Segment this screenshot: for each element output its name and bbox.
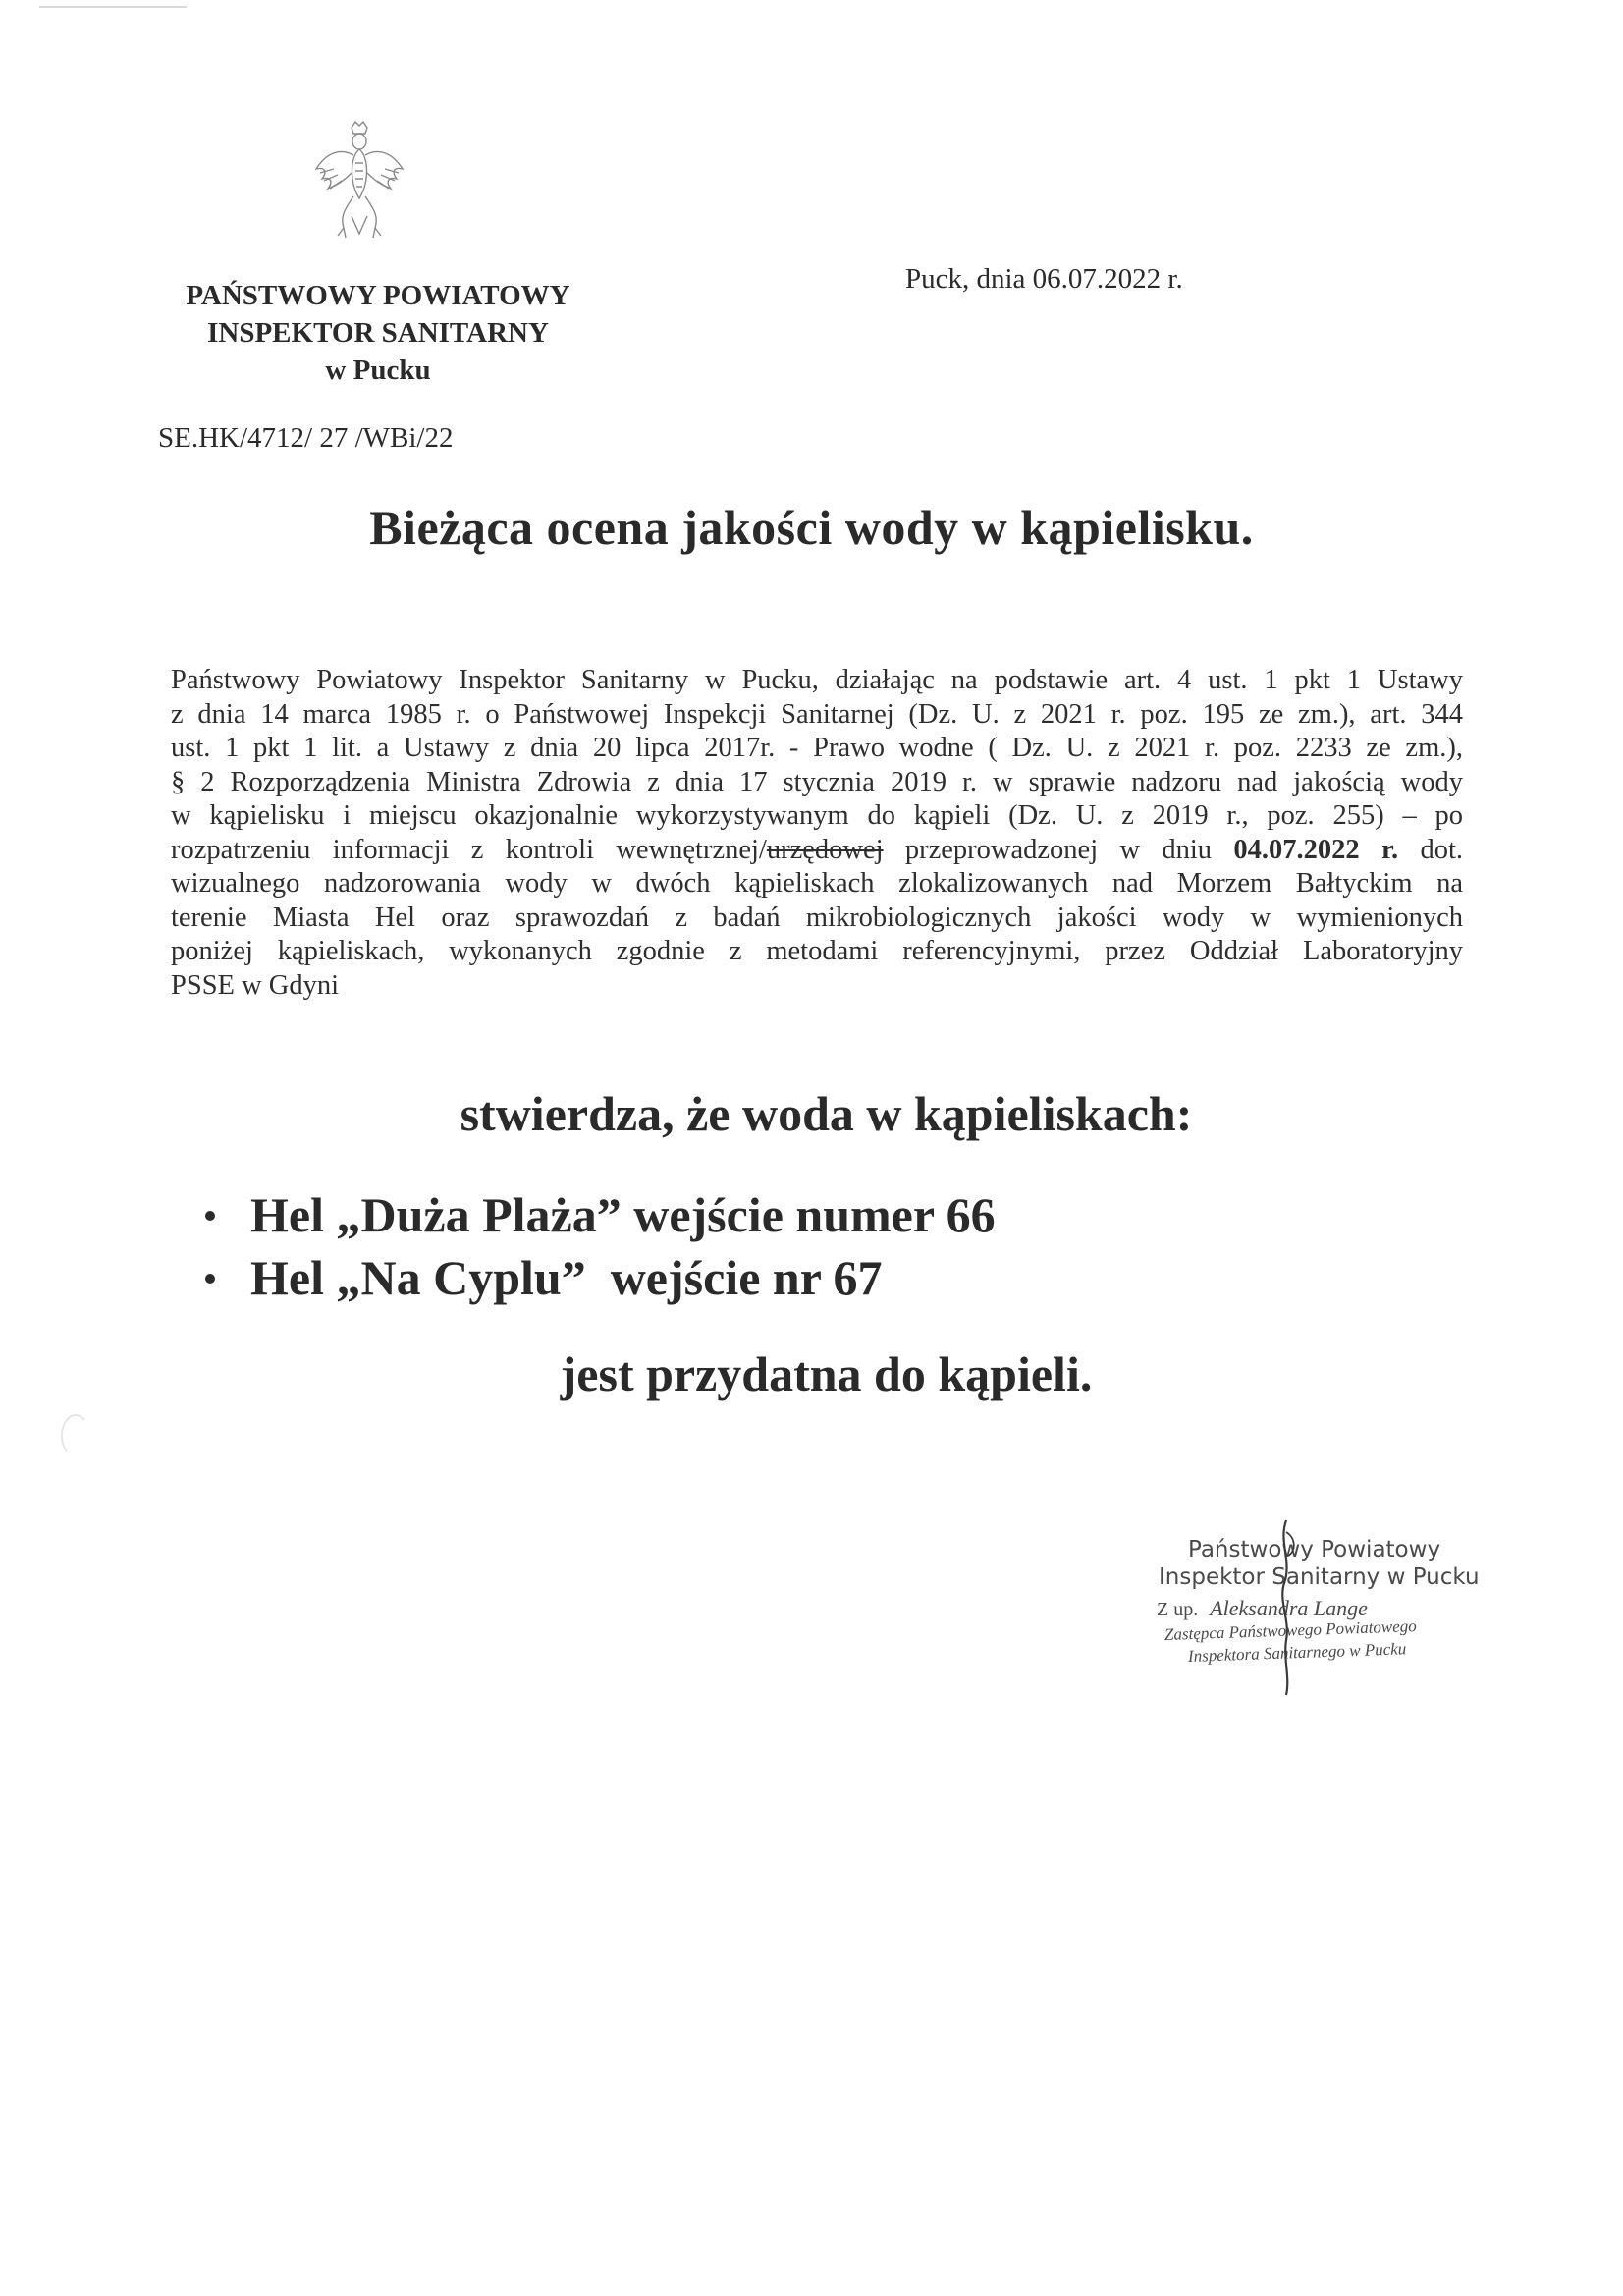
official-stamp <box>1139 1537 1512 1684</box>
body-text-fragment: przeprowadzonej w dniu <box>883 834 1234 865</box>
body-paragraph <box>171 664 1463 1003</box>
stamp-line-1: Państwowy Powiatowy <box>1188 1537 1441 1562</box>
authority-line-1: PAŃSTWOWY POWIATOWY <box>186 280 570 311</box>
reference-number: SE.HK/4712/ 27 /WBi/22 <box>158 422 454 454</box>
body-text-fragment: rozpatrzeniu informacji z kontroli wewnętrznej/ <box>171 834 767 865</box>
conclusion-heading: jest przydatna do kąpieli. <box>560 1346 1093 1401</box>
handwritten-signature <box>1257 1512 1316 1699</box>
document-title: Bieżąca ocena jakości wody w kąpielisku. <box>369 500 1254 555</box>
issuing-authority <box>147 277 609 389</box>
authority-line-2: INSPEKTOR SANITARNY <box>207 317 549 349</box>
scan-artifact-line <box>39 6 187 8</box>
authority-line-3: w Pucku <box>325 355 431 386</box>
body-line: Państwowy Powiatowy Inspektor Sanitarny w Pucku, działając na podstawie art. 4 ust. 1 pkt 1 Ustawy <box>171 665 1463 695</box>
body-text-fragment: dot. <box>1398 834 1463 865</box>
body-line: PSSE w Gdyni <box>171 969 340 1001</box>
body-line: w kąpielisku i miejscu okazjonalnie wykorzystywanym do kąpieli (Dz. U. z 2019 r., poz. 255) – po <box>171 800 1463 831</box>
stamp-prefix: Z up. <box>1157 1599 1199 1620</box>
stamp-line-5: Inspektora Sanitarnego w Pucku <box>1187 1639 1407 1666</box>
beach-name: Hel „Na Cyplu” wejście nr 67 <box>250 1250 883 1305</box>
document-date: Puck, dnia 06.07.2022 r. <box>905 263 1183 295</box>
body-line: wizualnego nadzorowania wody w dwóch kąpieliskach zlokalizowanych nad Morzem Bałtyckim na <box>171 868 1463 899</box>
body-line: poniżej kąpieliskach, wykonanych zgodnie z metodami referencyjnymi, przez Oddział Laboratoryjny <box>171 936 1463 966</box>
verdict-heading: stwierdza, że woda w kąpieliskach: <box>460 1086 1193 1141</box>
body-line <box>171 834 1463 868</box>
struck-through-text: urzędowej <box>766 834 884 865</box>
body-line: ust. 1 pkt 1 lit. a Ustawy z dnia 20 lipca 2017r. - Prawo wodne ( Dz. U. z 2021 r. poz. 2233 ze zm.), <box>171 733 1463 763</box>
stamp-line-4: Zastępca Państwowego Powiatowego <box>1163 1616 1418 1644</box>
scan-artifact-mark <box>61 1414 90 1457</box>
stamp-line-2: Inspektor Sanitarny w Pucku <box>1159 1564 1480 1590</box>
bullet-icon <box>205 1211 215 1221</box>
stamp-signatory-name: Aleksandra Lange <box>1210 1596 1368 1620</box>
list-item <box>201 1183 996 1246</box>
list-item <box>201 1246 996 1309</box>
body-line: terenie Miasta Hel oraz sprawozdań z badań mikrobiologicznych jakości wody w wymienionych <box>171 902 1463 933</box>
beach-list <box>201 1183 996 1309</box>
beach-name: Hel „Duża Plaża” wejście numer 66 <box>250 1187 996 1242</box>
body-line: § 2 Rozporządzenia Ministra Zdrowia z dnia 17 stycznia 2019 r. w sprawie nadzoru nad jakością wody <box>171 766 1463 797</box>
inspection-date: 04.07.2022 r. <box>1233 834 1399 865</box>
eagle-emblem-icon <box>310 118 408 246</box>
bullet-icon <box>205 1274 215 1284</box>
body-line: z dnia 14 marca 1985 r. o Państwowej Inspekcji Sanitarnej (Dz. U. z 2021 r. poz. 195 ze zm.), art. 344 <box>171 698 1463 730</box>
